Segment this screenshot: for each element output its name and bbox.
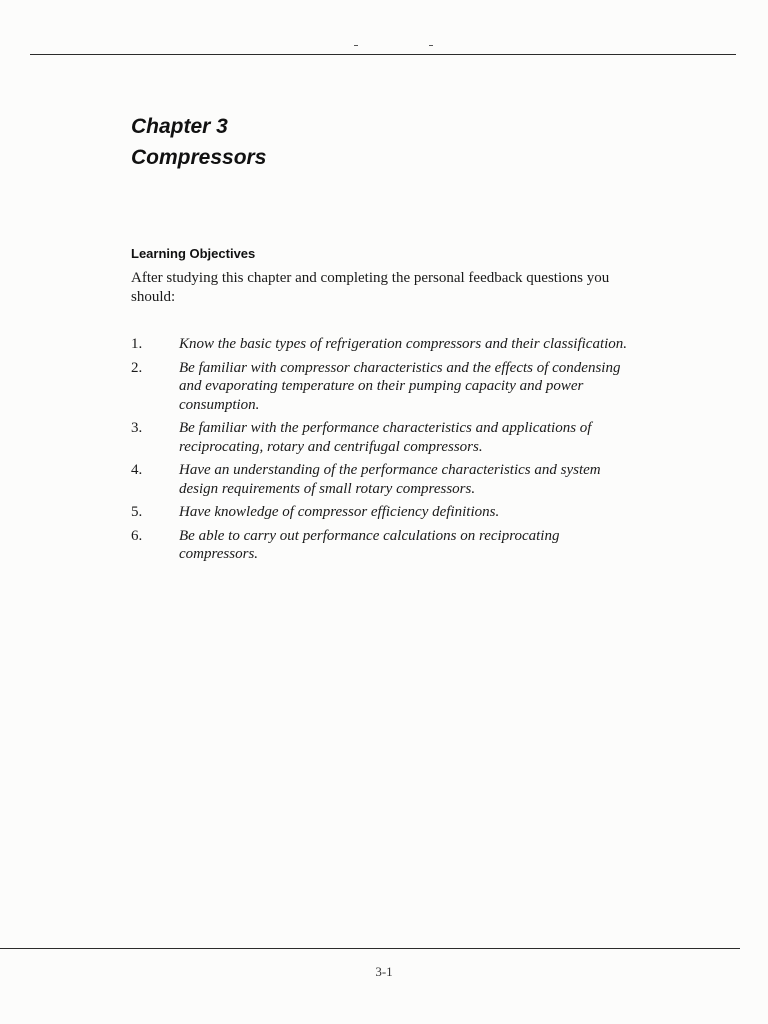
- objective-number: 2.: [131, 359, 143, 376]
- objective-number: 3.: [131, 420, 143, 436]
- objective-number: 4.: [131, 462, 143, 478]
- objective-item: [131, 503, 641, 522]
- objective-text: Know the basic types of refrigeration compressors and their classification.: [179, 336, 628, 352]
- bottom-rule: [0, 948, 740, 949]
- intro-paragraph: After studying this chapter and completing the personal feedback questions you should:: [131, 270, 610, 305]
- objective-text: Have knowledge of compressor efficiency definitions.: [179, 504, 500, 520]
- page-number: 3-1: [375, 964, 393, 979]
- objective-item: [131, 527, 641, 564]
- scan-speck: [354, 45, 358, 46]
- top-rule: [30, 54, 736, 55]
- objective-item: [131, 461, 641, 498]
- objective-number: 1.: [131, 336, 143, 352]
- chapter-header: [131, 111, 266, 173]
- objective-text: Be familiar with the performance characteristics and applications of reciprocating, rotary and centrifugal compressors.: [179, 420, 592, 455]
- objective-item: [131, 359, 641, 415]
- objective-text: Be familiar with compressor characteristics and the effects of condensing and evaporating temperature on their pumping capacity and power consumption.: [179, 359, 621, 413]
- scan-speck: [429, 45, 433, 46]
- objective-number: 5.: [131, 504, 143, 520]
- objective-item: [131, 335, 641, 354]
- chapter-title: Compressors: [131, 146, 267, 169]
- chapter-label: Chapter 3: [131, 115, 228, 138]
- objective-number: 6.: [131, 527, 143, 544]
- objective-text: Have an understanding of the performance characteristics and system design requirements of small rotary compressors.: [179, 462, 601, 497]
- objectives-heading: Learning Objectives: [131, 246, 256, 261]
- objective-item: [131, 419, 641, 456]
- objective-text: Be able to carry out performance calculations on reciprocating compressors.: [179, 527, 560, 562]
- objectives-list: [131, 335, 641, 569]
